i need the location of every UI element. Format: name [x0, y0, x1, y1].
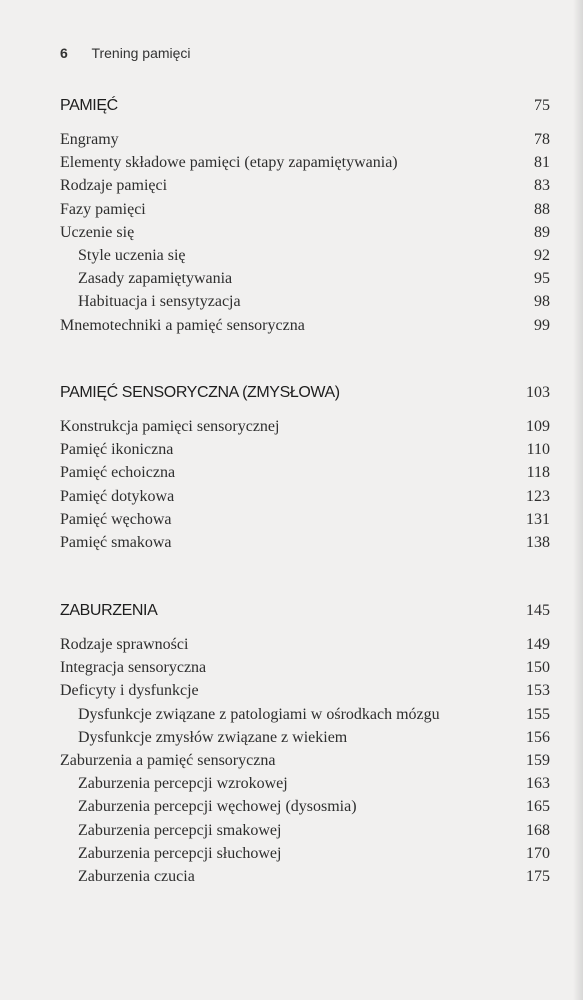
entry-label: Fazy pamięci: [60, 200, 146, 218]
entry-label: Zaburzenia czucia: [78, 867, 195, 885]
toc-subentry: [60, 868, 550, 891]
toc-entry: [60, 682, 550, 705]
section-page: 75: [534, 97, 550, 114]
entry-label: Pamięć smakowa: [60, 533, 172, 551]
entry-label: Rodzaje sprawności: [60, 636, 189, 653]
running-header: [60, 45, 191, 61]
section-title: ZABURZENIA: [60, 602, 158, 619]
entry-label: Uczenie się: [60, 223, 135, 241]
entry-page: 175: [526, 867, 550, 885]
toc-entry: [60, 511, 550, 534]
toc-entry: [60, 464, 550, 487]
toc-entry: [60, 224, 550, 247]
entry-page: 150: [526, 659, 550, 677]
section-page: 145: [526, 602, 550, 619]
header-book-title: Trening pamięci: [91, 45, 191, 61]
toc-entry: [60, 177, 550, 200]
entry-label: Zaburzenia a pamięć sensoryczna: [60, 751, 276, 769]
toc-entry: [60, 488, 550, 511]
section-heading: [60, 602, 550, 620]
entry-label: Pamięć węchowa: [60, 510, 172, 528]
section-entries: [60, 418, 550, 557]
entry-page: 149: [526, 636, 550, 653]
entry-label: Dysfunkcje zmysłów związane z wiekiem: [78, 728, 348, 746]
entry-page: 88: [534, 200, 550, 218]
entry-label: Mnemotechniki a pamięć sensoryczna: [60, 316, 305, 334]
section-entries: [60, 131, 550, 340]
entry-page: 89: [534, 223, 550, 241]
toc-subentry: [60, 270, 550, 293]
entry-page: 138: [526, 533, 550, 551]
toc-section: [60, 97, 550, 340]
entry-page: 81: [534, 154, 550, 172]
toc-entry: [60, 131, 550, 154]
toc-entry: [60, 752, 550, 775]
page-edge-shadow: [573, 0, 583, 1000]
section-heading: [60, 97, 550, 115]
entry-label: Dysfunkcje związane z patologiami w ośrodkach mózgu: [78, 705, 440, 723]
entry-label: Konstrukcja pamięci sensorycznej: [60, 418, 280, 435]
entry-page: 110: [526, 441, 550, 459]
section-page: 103: [526, 384, 550, 401]
entry-label: Integracja sensoryczna: [60, 659, 207, 677]
toc-entry: [60, 534, 550, 557]
toc-subentry: [60, 729, 550, 752]
entry-label: Deficyty i dysfunkcje: [60, 682, 199, 700]
toc-subentry: [60, 247, 550, 270]
entry-label: Habituacja i sensytyzacja: [78, 293, 241, 311]
entry-page: 156: [526, 728, 550, 746]
entry-label: Zaburzenia percepcji smakowej: [78, 821, 282, 839]
toc-entry: [60, 636, 550, 659]
section-title: PAMIĘĆ SENSORYCZNA (ZMYSŁOWA): [60, 384, 340, 401]
toc-subentry: [60, 775, 550, 798]
entry-page: 83: [534, 177, 550, 195]
entry-label: Zaburzenia percepcji słuchowej: [78, 844, 282, 862]
toc-entry: [60, 317, 550, 340]
entry-page: 95: [534, 270, 550, 288]
entry-page: 118: [526, 464, 550, 482]
toc-section: [60, 602, 550, 891]
toc-subentry: [60, 293, 550, 316]
entry-page: 153: [526, 682, 550, 700]
entry-page: 99: [534, 316, 550, 334]
entry-label: Zaburzenia percepcji wzrokowej: [78, 775, 288, 793]
entry-page: 163: [526, 775, 550, 793]
entry-page: 92: [534, 246, 550, 264]
entry-label: Pamięć dotykowa: [60, 487, 175, 505]
section-entries: [60, 636, 550, 891]
header-page-number: 6: [60, 45, 68, 61]
entry-label: Engramy: [60, 131, 119, 148]
toc-entry: [60, 441, 550, 464]
entry-label: Pamięć echoiczna: [60, 464, 176, 482]
entry-label: Elementy składowe pamięci (etapy zapamiętywania): [60, 154, 398, 172]
toc-entry: [60, 659, 550, 682]
toc-entry: [60, 154, 550, 177]
entry-label: Zasady zapamiętywania: [78, 270, 233, 288]
toc-subentry: [60, 822, 550, 845]
entry-label: Zaburzenia percepcji węchowej (dysosmia): [78, 798, 357, 816]
entry-label: Style uczenia się: [78, 246, 186, 264]
entry-page: 165: [526, 798, 550, 816]
toc-subentry: [60, 845, 550, 868]
entry-page: 98: [534, 293, 550, 311]
entry-page: 78: [534, 131, 550, 148]
entry-page: 155: [526, 705, 550, 723]
toc-entry: [60, 418, 550, 441]
toc-section: [60, 384, 550, 557]
section-title: PAMIĘĆ: [60, 97, 118, 114]
toc-subentry: [60, 706, 550, 729]
entry-page: 123: [526, 487, 550, 505]
entry-page: 170: [526, 844, 550, 862]
section-heading: [60, 384, 550, 402]
toc-entry: [60, 201, 550, 224]
entry-page: 168: [526, 821, 550, 839]
entry-label: Rodzaje pamięci: [60, 177, 168, 195]
entry-page: 131: [526, 510, 550, 528]
entry-label: Pamięć ikoniczna: [60, 441, 174, 459]
toc-subentry: [60, 798, 550, 821]
entry-page: 109: [526, 418, 550, 435]
entry-page: 159: [526, 751, 550, 769]
